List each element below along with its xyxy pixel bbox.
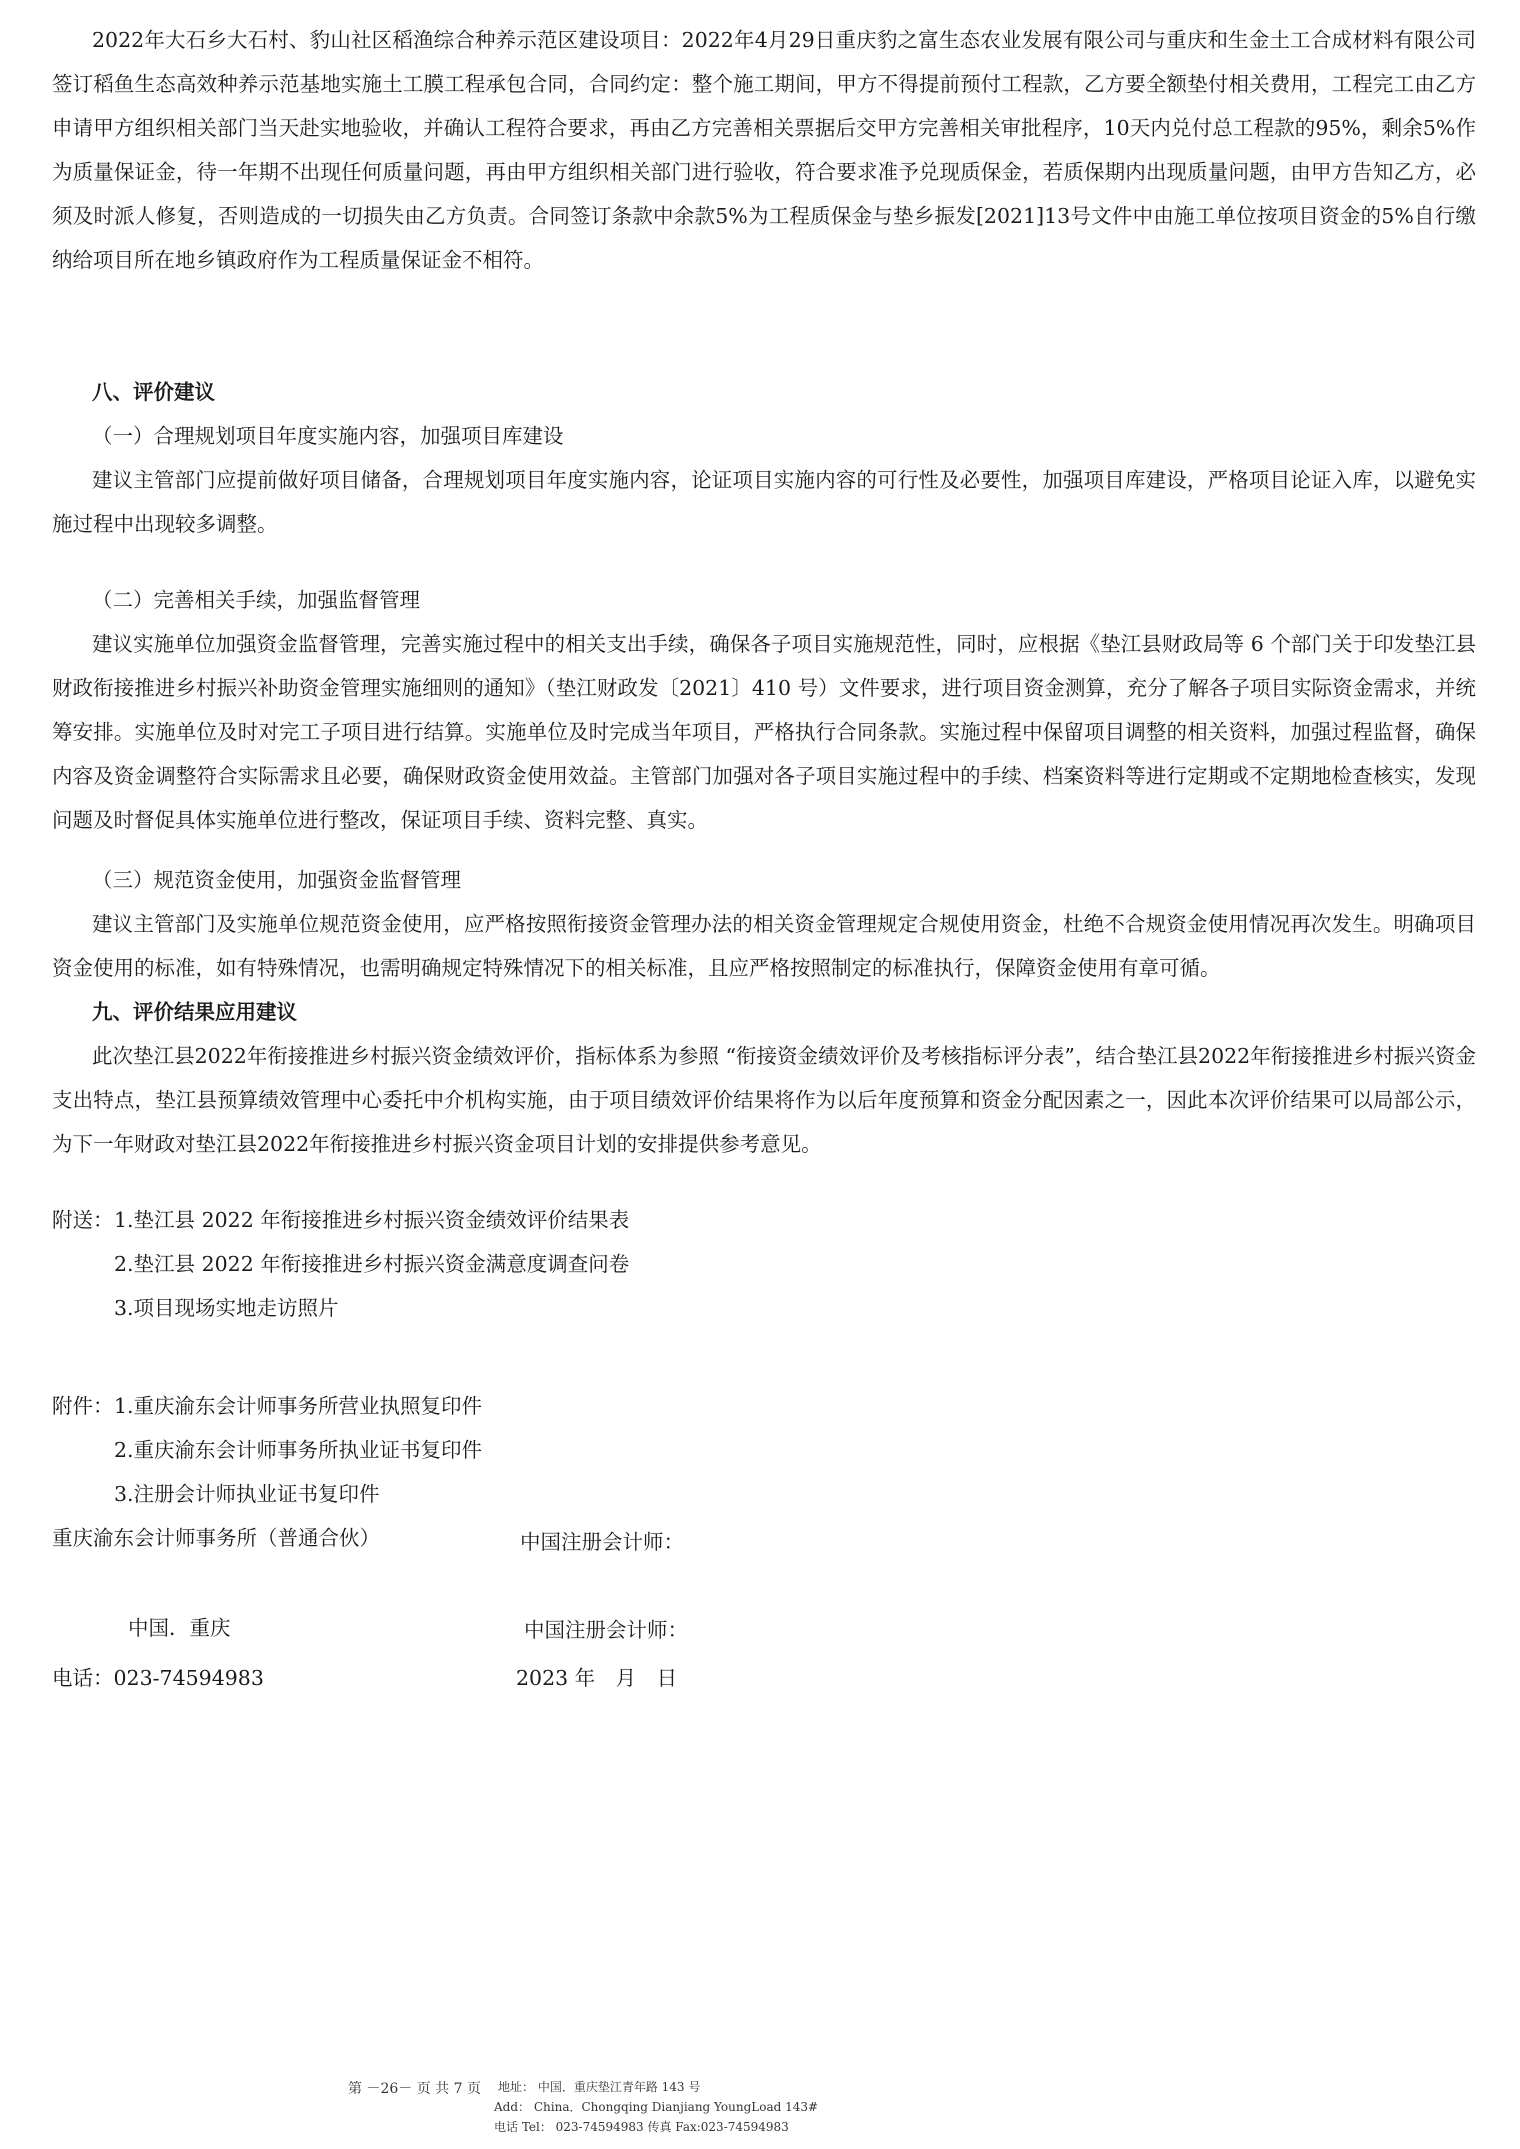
attachments-send-label: 附送： [52, 1208, 114, 1232]
signature-firm: 重庆渝东会计师事务所（普通合伙） [52, 1526, 380, 1550]
subsection-heading-3: （三）规范资金使用，加强资金监督管理 [92, 868, 461, 892]
paragraph-project-contract: 2022年大石乡大石村、豹山社区稻渔综合种养示范区建设项目：2022年4月29日重庆豹之富生态农业发展有限公司与重庆和生金土工合成材料有限公司签订稻鱼生态高效种养示范基地实施土工膜工程承包合同，合同约定：整个施工期间，甲方不得提前预付工程款，乙方要全额垫付相关费用，工程完工由乙方申请甲方组织相关部门当天赴实地验收，并确认工程符合要求，再由乙方完善相关票据后交甲方完善相关审批程序，10天内兑付总工程款的95%，剩余5%作为质量保证金，待一年期不出现任何质量问题，再由甲方组织相关部门进行验收，符合要求准予兑现质保金，若质保期内出现质量问题，由甲方告知乙方，必须及时派人修复，否则造成的一切损失由乙方负责。合同签订条款中余款5%为工程质保金与垫乡振发[2021]13号文件中由施工单位按项目资金的5%自行缴纳给项目所在地乡镇政府作为工程质量保证金不相符。 [52, 28, 1476, 272]
signature-cpa-2: 中国注册会计师： [524, 1618, 688, 1642]
footer-address-cn: 地址： 中国．重庆垫江青年路 143 号 [498, 2080, 701, 2094]
attachments-label: 附件： [52, 1394, 114, 1418]
subsection-heading-2: （二）完善相关手续，加强监督管理 [92, 588, 420, 612]
paragraph-suggestion-2: 建议实施单位加强资金监督管理，完善实施过程中的相关支出手续，确保各子项目实施规范性，同时，应根据《垫江县财政局等 6 个部门关于印发垫江县财政衔接推进乡村振兴补助资金管理实施细则的通知》（垫江财政发〔2021〕410 号）文件要求，进行项目资金测算，充分了解各子项目实际资金需求，并统筹安排。实施单位及时对完工子项目进行结算。实施单位及时完成当年项目，严格执行合同条款。实施过程中保留项目调整的相关资料，加强过程监督，确保内容及资金调整符合实际需求且必要，确保财政资金使用效益。主管部门加强对各子项目实施过程中的手续、档案资料等进行定期或不定期地检查核实，发现问题及时督促具体实施单位进行整改，保证项目手续、资料完整、真实。 [52, 632, 1476, 832]
paragraph-suggestion-3: 建议主管部门及实施单位规范资金使用，应严格按照衔接资金管理办法的相关资金管理规定合规使用资金，杜绝不合规资金使用情况再次发生。明确项目资金使用的标准，如有特殊情况，也需明确规定特殊情况下的相关标准，且应严格按照制定的标准执行，保障资金使用有章可循。 [52, 912, 1476, 980]
paragraph-suggestion-1: 建议主管部门应提前做好项目储备，合理规划项目年度实施内容，论证项目实施内容的可行性及必要性，加强项目库建设，严格项目论证入库，以避免实施过程中出现较多调整。 [52, 468, 1476, 536]
attachments-item: 3.注册会计师执业证书复印件 [114, 1482, 380, 1506]
footer-address-en: Add： China．Chongqing Dianjiang YoungLoad 143# [494, 2100, 819, 2114]
attachments-send-item: 3.项目现场实地走访照片 [114, 1296, 339, 1320]
attachments-send-item: 1.垫江县 2022 年衔接推进乡村振兴资金绩效评价结果表 [114, 1208, 630, 1232]
signature-phone: 电话：023-74594983 [52, 1666, 264, 1690]
section-heading-9: 九、评价结果应用建议 [92, 1000, 297, 1024]
signature-location: 中国．重庆 [128, 1616, 231, 1640]
attachments-item: 1.重庆渝东会计师事务所营业执照复印件 [114, 1394, 483, 1418]
signature-cpa-1: 中国注册会计师： [520, 1530, 684, 1554]
paragraph-result-application: 此次垫江县2022年衔接推进乡村振兴资金绩效评价，指标体系为参照 “衔接资金绩效评价及考核指标评分表”，结合垫江县2022年衔接推进乡村振兴资金支出特点，垫江县预算绩效管理中心委托中介机构实施，由于项目绩效评价结果将作为以后年度预算和资金分配因素之一，因此本次评价结果可以局部公示，为下一年财政对垫江县2022年衔接推进乡村振兴资金项目计划的安排提供参考意见。 [52, 1044, 1476, 1156]
attachments-item: 2.重庆渝东会计师事务所执业证书复印件 [114, 1438, 483, 1462]
signature-date: 2023 年 月 日 [516, 1666, 678, 1690]
attachments-send-item: 2.垫江县 2022 年衔接推进乡村振兴资金满意度调查问卷 [114, 1252, 630, 1276]
footer-contact: 电话 Tel： 023-74594983 传真 Fax:023-74594983 [494, 2120, 789, 2134]
section-heading-8: 八、评价建议 [92, 380, 215, 404]
subsection-heading-1: （一）合理规划项目年度实施内容，加强项目库建设 [92, 424, 564, 448]
footer-page-number: 第 －26－ 页 共 7 页 [348, 2081, 481, 2097]
